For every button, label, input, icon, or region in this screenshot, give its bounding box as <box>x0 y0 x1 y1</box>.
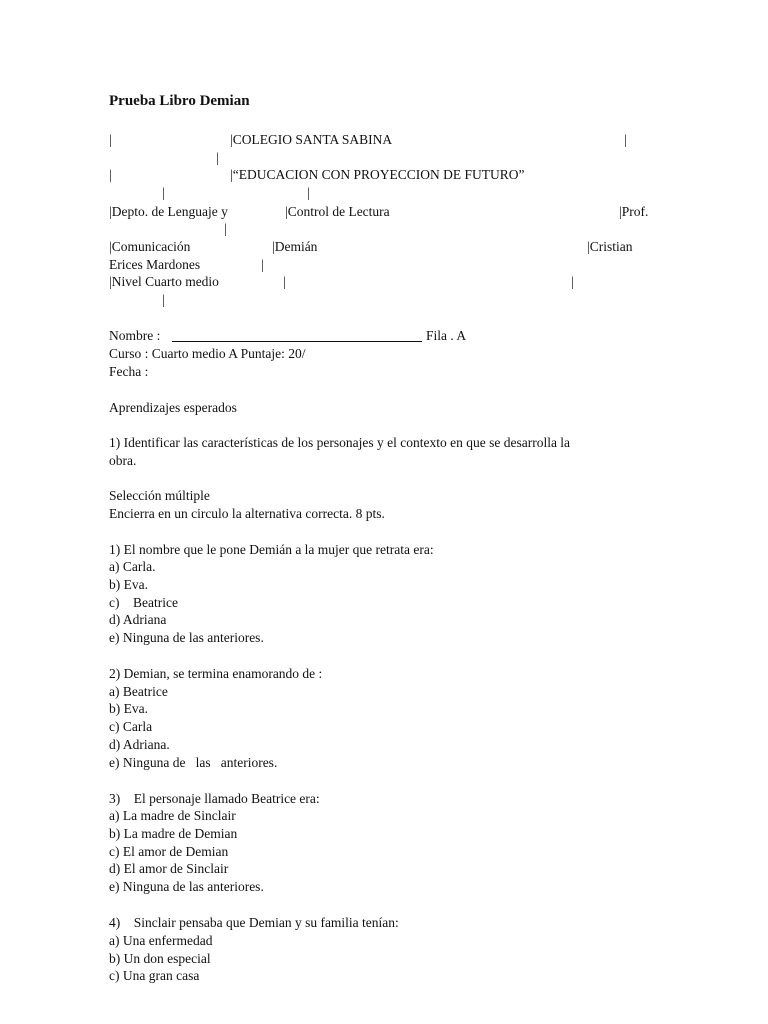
header-pipe: | <box>307 185 310 200</box>
option[interactable]: e) Ninguna de las anteriores. <box>109 630 264 645</box>
fecha-label: Fecha : <box>109 364 149 379</box>
header-motto: |“EDUCACION CON PROYECCION DE FUTURO” <box>230 167 525 182</box>
header-pipe: | <box>624 132 627 147</box>
option[interactable]: c) Una gran casa <box>109 968 200 983</box>
option[interactable]: c) Beatrice <box>109 595 178 610</box>
option[interactable]: d) Adriana <box>109 612 167 627</box>
header-pipe: | <box>162 185 165 200</box>
header-teacher-last: Erices Mardones <box>109 257 201 272</box>
header-nivel: |Nivel Cuarto medio <box>109 274 219 289</box>
option[interactable]: b) Un don especial <box>109 951 211 966</box>
header-pipe: | <box>162 292 165 307</box>
aprendizaje-item-line2: obra. <box>109 453 137 468</box>
option[interactable]: b) La madre de Demian <box>109 826 238 841</box>
option[interactable]: e) Ninguna de las anteriores. <box>109 879 264 894</box>
header-school: |COLEGIO SANTA SABINA <box>230 132 393 147</box>
header-pipe: | <box>571 274 574 289</box>
header-pipe: | <box>261 257 264 272</box>
header-control: |Control de Lectura <box>285 204 390 219</box>
option[interactable]: d) Adriana. <box>109 737 170 752</box>
option[interactable]: c) Carla <box>109 719 153 734</box>
header-book: |Demián <box>272 239 318 254</box>
header-dept: |Depto. de Lenguaje y <box>109 204 228 219</box>
seleccion-instruction: Encierra en un circulo la alternativa correcta. 8 pts. <box>109 506 385 521</box>
option[interactable]: a) Carla. <box>109 559 156 574</box>
question-1: 1) El nombre que le pone Demián a la mujer que retrata era: <box>109 542 434 557</box>
option[interactable]: c) El amor de Demian <box>109 844 229 859</box>
page-title: Prueba Libro Demian <box>109 93 250 109</box>
option[interactable]: e) Ninguna de las anteriores. <box>109 755 278 770</box>
aprendizaje-item-line1: 1) Identificar las características de los personajes y el contexto en que se desarrolla la <box>109 435 571 450</box>
header-pipe: | <box>216 150 219 165</box>
header-teacher-first: |Cristian <box>587 239 633 254</box>
curso-line: Curso : Cuarto medio A Puntaje: 20/ <box>109 346 306 361</box>
header-prof: |Prof. <box>619 204 649 219</box>
option[interactable]: a) La madre de Sinclair <box>109 808 236 823</box>
aprendizajes-heading: Aprendizajes esperados <box>109 400 237 415</box>
header-pipe: | <box>283 274 286 289</box>
nombre-label: Nombre : <box>109 328 161 343</box>
question-4: 4) Sinclair pensaba que Demian y su familia tenían: <box>109 915 399 930</box>
header-pipe: | <box>224 221 227 236</box>
header-pipe: | <box>109 167 112 182</box>
option[interactable]: a) Beatrice <box>109 684 168 699</box>
fila-label: Fila . A <box>426 328 467 343</box>
question-3: 3) El personaje llamado Beatrice era: <box>109 791 320 806</box>
question-2: 2) Demian, se termina enamorando de : <box>109 666 323 681</box>
seleccion-heading: Selección múltiple <box>109 488 210 503</box>
nombre-line[interactable] <box>172 327 422 342</box>
option[interactable]: b) Eva. <box>109 701 148 716</box>
option[interactable]: d) El amor de Sinclair <box>109 861 229 876</box>
option[interactable]: a) Una enfermedad <box>109 933 213 948</box>
header-comunicacion: |Comunicación <box>109 239 191 254</box>
header-pipe: | <box>109 132 112 147</box>
option[interactable]: b) Eva. <box>109 577 148 592</box>
